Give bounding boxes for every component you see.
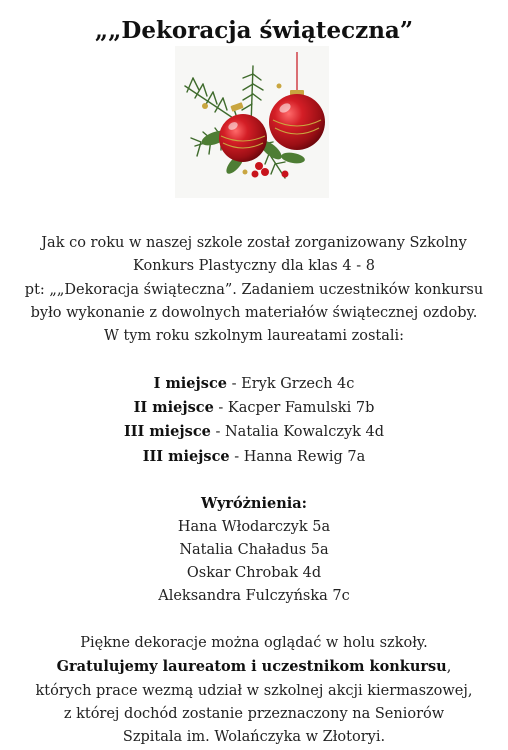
distinctions-heading: Wyróżnienia: <box>200 495 307 513</box>
closing-line: Szpitala im. Wolańczyka w Złotoryi. <box>122 729 386 746</box>
christmas-baubles-icon <box>175 46 329 198</box>
spacer <box>0 469 508 492</box>
winner-line <box>0 396 508 420</box>
winner-name: - Natalia Kowalczyk 4d <box>210 424 385 441</box>
winner-place: I miejsce <box>153 374 227 392</box>
intro-line: było wykonanie z dowolnych materiałów świątecznej ozdoby. <box>30 304 478 321</box>
closing-line: Piękne dekoracje można oglądać w holu szkoły. <box>80 635 428 652</box>
distinction-name: Hana Włodarczyk 5a <box>177 518 331 535</box>
winner-name: - Kacper Famulski 7b <box>213 400 375 417</box>
distinction-name: Oskar Chrobak 4d <box>186 565 322 582</box>
winner-place: II miejsce <box>133 399 214 417</box>
closing-line: z której dochód zostanie przeznaczony na Seniorów <box>63 705 445 722</box>
closing-line: których prace wezmą udział w szkolnej akcji kiermaszowej, <box>35 682 473 699</box>
congratulations-line <box>0 655 508 679</box>
spacer <box>0 348 508 371</box>
intro-line: pt: „„Dekoracja świąteczna”. Zadaniem uczestników konkursu <box>24 281 484 298</box>
intro-line: W tym roku szkolnym laureatami zostali: <box>103 328 405 345</box>
announcement-body <box>0 232 508 750</box>
winner-name: - Hanna Rewig 7a <box>229 448 366 465</box>
spacer <box>0 609 508 632</box>
winner-place: III miejsce <box>142 447 230 465</box>
winner-line <box>0 372 508 396</box>
intro-line: Konkurs Plastyczny dla klas 4 - 8 <box>133 258 375 275</box>
congratulations-text: Gratulujemy laureatom i uczestnikom konkursu <box>56 658 447 676</box>
winner-name: - Eryk Grzech 4c <box>227 375 355 392</box>
winner-line <box>0 445 508 469</box>
congratulations-tail: , <box>446 659 452 676</box>
page-title: „„Dekoracja świąteczna” <box>94 17 414 44</box>
winner-place: III miejsce <box>123 423 211 441</box>
intro-line: Jak co roku w naszej szkole został zorganizowany Szkolny <box>41 235 467 251</box>
winner-line <box>0 420 508 444</box>
distinction-name: Aleksandra Fulczyńska 7c <box>158 588 350 605</box>
distinction-name: Natalia Chaładus 5a <box>179 541 329 558</box>
